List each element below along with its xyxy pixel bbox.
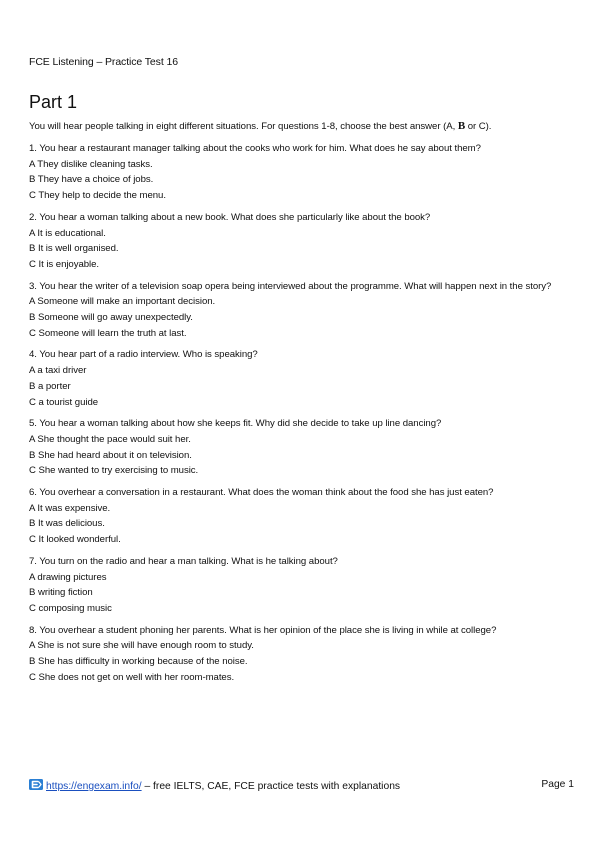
option-b: B It was delicious.	[29, 518, 105, 530]
option-c: C They help to decide the menu.	[29, 190, 166, 202]
question-text: 8. You overhear a student phoning her parents. What is her opinion of the place she is living in while at college?	[29, 624, 497, 636]
question-text: 4. You hear part of a radio interview. Who is speaking?	[29, 349, 258, 361]
option-b: B a porter	[29, 380, 71, 392]
question-3	[29, 279, 574, 342]
footer-tagline: – free IELTS, CAE, FCE practice tests with explanations	[141, 781, 401, 792]
question-list	[29, 141, 574, 692]
question-text: 5. You hear a woman talking about how she keeps fit. Why did she decide to take up line dancing?	[29, 418, 442, 430]
question-1	[29, 141, 574, 204]
page-number: Page 1	[541, 779, 574, 790]
engexam-logo-icon	[29, 779, 43, 790]
option-c: C a tourist guide	[29, 396, 99, 408]
question-text: 1. You hear a restaurant manager talking about the cooks who work for him. What does he say about them?	[29, 143, 481, 154]
instructions-text: You will hear people talking in eight different situations. For questions 1-8, choose the best answer (A,	[29, 121, 458, 132]
option-c: C She wanted to try exercising to music.	[29, 465, 199, 477]
question-5	[29, 416, 574, 479]
instructions-bold-letter: B	[457, 120, 466, 132]
option-b: B Someone will go away unexpectedly.	[29, 312, 193, 324]
document-header: FCE Listening – Practice Test 16	[29, 56, 178, 68]
question-8	[29, 623, 574, 686]
page-footer	[29, 779, 574, 795]
option-c: C It looked wonderful.	[29, 534, 121, 546]
option-c: C composing music	[29, 602, 112, 614]
question-7	[29, 554, 574, 617]
option-a: A It is educational.	[29, 227, 106, 239]
option-c: C Someone will learn the truth at last.	[29, 327, 187, 339]
question-text: 2. You hear a woman talking about a new book. What does she particularly like about the book?	[29, 211, 431, 223]
instructions	[29, 120, 574, 133]
option-b: B They have a choice of jobs.	[29, 174, 154, 186]
question-6	[29, 485, 574, 548]
option-a: A drawing pictures	[29, 571, 107, 583]
option-a: A They dislike cleaning tasks.	[29, 158, 153, 170]
option-a: A It was expensive.	[29, 502, 111, 514]
engexam-link[interactable]: https://engexam.info/	[46, 781, 142, 792]
question-text: 3. You hear the writer of a television soap opera being interviewed about the programme. What will happen next in the story?	[29, 280, 552, 292]
option-b: B writing fiction	[29, 587, 93, 599]
instructions-text-end: or C).	[465, 121, 492, 132]
part-title: Part 1	[29, 92, 78, 112]
option-c: C It is enjoyable.	[29, 258, 100, 270]
question-text: 7. You turn on the radio and hear a man talking. What is he talking about?	[29, 555, 338, 567]
question-4	[29, 347, 574, 410]
option-b: B It is well organised.	[29, 243, 119, 255]
option-b: B She has difficulty in working because of the noise.	[29, 656, 248, 668]
option-a: A She is not sure she will have enough room to study.	[29, 640, 254, 652]
footer-left	[29, 779, 400, 792]
option-b: B She had heard about it on television.	[29, 449, 192, 461]
question-text: 6. You overhear a conversation in a restaurant. What does the woman think about the food she has just eaten?	[29, 487, 494, 499]
question-2	[29, 210, 574, 273]
option-a: A a taxi driver	[29, 365, 87, 377]
option-a: A She thought the pace would suit her.	[29, 433, 191, 445]
option-c: C She does not get on well with her room-mates.	[29, 671, 235, 683]
option-a: A Someone will make an important decision.	[29, 296, 216, 308]
